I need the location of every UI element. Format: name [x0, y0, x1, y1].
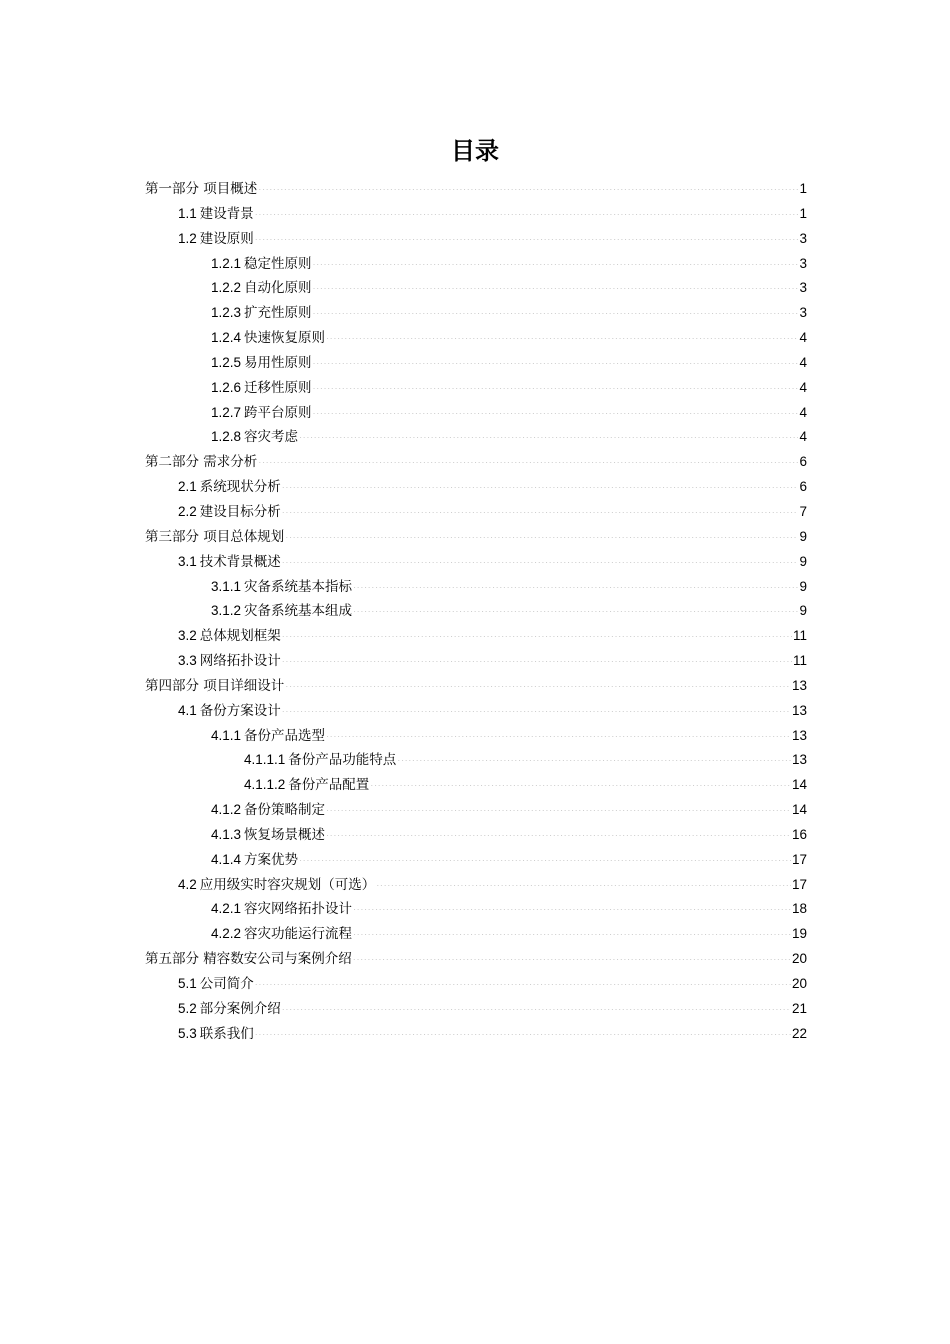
toc-entry-title: 系统现状分析 — [199, 479, 281, 496]
toc-entry-page-number: 18 — [791, 901, 807, 917]
toc-entry-title: 容灾功能运行流程 — [244, 926, 353, 943]
toc-dot-leader — [255, 971, 791, 985]
toc-entry-page-number: 16 — [791, 826, 807, 842]
toc-entry[interactable] — [145, 177, 807, 202]
toc-entry-number: 5.2 — [178, 1000, 197, 1016]
toc-entry[interactable] — [145, 525, 807, 550]
toc-entry-page-number: 14 — [791, 777, 807, 793]
toc-entry-title: 公司简介 — [199, 976, 254, 992]
toc-dot-leader — [313, 300, 799, 314]
toc-entry-page-number: 22 — [791, 1025, 807, 1041]
toc-entry[interactable] — [145, 475, 807, 500]
toc-entry[interactable] — [145, 624, 807, 649]
toc-entry-title: 第三部分 项目总体规划 — [145, 528, 285, 545]
toc-dot-leader — [370, 772, 791, 786]
toc-dot-leader — [258, 449, 798, 463]
toc-dot-leader — [282, 996, 791, 1010]
toc-entry-number: 4.1.2 — [211, 802, 242, 818]
toc-entry-number: 5.1 — [178, 976, 197, 991]
toc-entry[interactable] — [145, 450, 807, 475]
toc-dot-leader — [313, 400, 799, 414]
toc-entry-page-number: 3 — [799, 230, 807, 246]
toc-entry[interactable] — [145, 376, 807, 401]
toc-entry[interactable] — [145, 748, 807, 773]
toc-entry-number: 1.2.1 — [211, 255, 242, 271]
toc-dot-leader — [313, 251, 799, 265]
toc-entry-number: 1.2.2 — [211, 280, 242, 296]
toc-entry-page-number: 1 — [799, 205, 807, 221]
toc-dot-leader — [326, 822, 791, 836]
toc-entry[interactable] — [145, 326, 807, 351]
toc-entry-number: 4.2.2 — [211, 926, 242, 942]
toc-entry[interactable] — [145, 1022, 807, 1047]
toc-entry-number: 1.2.6 — [211, 379, 242, 395]
toc-dot-leader — [353, 574, 798, 588]
toc-entry-number: 4.1 — [178, 702, 197, 718]
toc-entry-number: 4.1.1 — [211, 727, 242, 743]
toc-entry-number: 4.2.1 — [211, 901, 242, 917]
toc-dot-leader — [313, 375, 799, 389]
toc-entry[interactable] — [145, 798, 807, 823]
toc-entry[interactable] — [145, 227, 807, 252]
toc-entry[interactable] — [145, 425, 807, 450]
toc-entry-number: 3.1 — [178, 553, 197, 569]
toc-entry-page-number: 21 — [791, 1000, 807, 1016]
toc-entry-title: 建设原则 — [199, 230, 254, 247]
toc-entry[interactable] — [145, 972, 807, 997]
toc-entry-number: 3.2 — [178, 628, 197, 644]
toc-entry-title: 备份产品功能特点 — [288, 752, 397, 769]
toc-entry-title: 扩充性原则 — [244, 305, 312, 322]
toc-entry-page-number: 20 — [791, 976, 807, 991]
toc-dot-leader — [258, 176, 798, 190]
toc-entry-number: 5.3 — [178, 1025, 197, 1041]
toc-dot-leader — [282, 698, 791, 712]
toc-dot-leader — [326, 797, 791, 811]
toc-dot-leader — [282, 648, 792, 662]
toc-entry[interactable] — [145, 997, 807, 1022]
toc-entry-number: 2.2 — [178, 503, 197, 519]
toc-entry[interactable] — [145, 401, 807, 426]
toc-entry-title: 第一部分 项目概述 — [145, 181, 258, 197]
toc-entry-title: 跨平台原则 — [244, 404, 312, 421]
toc-entry[interactable] — [145, 575, 807, 600]
toc-entry-title: 总体规划框架 — [199, 628, 281, 645]
toc-entry[interactable] — [145, 947, 807, 972]
toc-entry-title: 建设目标分析 — [199, 503, 281, 520]
toc-dot-leader — [313, 275, 799, 289]
toc-entry-title: 易用性原则 — [244, 354, 312, 371]
toc-entry-page-number: 4 — [799, 354, 807, 370]
toc-entry[interactable] — [145, 351, 807, 376]
toc-entry[interactable] — [145, 897, 807, 922]
toc-entry-page-number: 14 — [791, 802, 807, 818]
page-title: 目录 — [451, 137, 499, 165]
toc-entry-page-number: 13 — [791, 752, 807, 768]
toc-entry-title: 第二部分 需求分析 — [145, 454, 258, 471]
toc-entry-title: 灾备系统基本组成 — [244, 603, 353, 620]
toc-entry-title: 快速恢复原则 — [244, 330, 326, 347]
toc-entry-page-number: 6 — [799, 479, 807, 495]
toc-entry-page-number: 11 — [792, 628, 807, 644]
toc-dot-leader — [299, 847, 791, 861]
toc-entry-title: 稳定性原则 — [244, 255, 312, 272]
toc-entry-page-number: 13 — [791, 702, 807, 718]
toc-entry-title: 备份策略制定 — [244, 802, 326, 819]
toc-entry-page-number: 3 — [799, 305, 807, 321]
toc-entry-number: 2.1 — [178, 479, 197, 495]
toc-entry-title: 迁移性原则 — [244, 379, 312, 396]
toc-entry[interactable] — [145, 649, 807, 674]
toc-entry-title: 第四部分 项目详细设计 — [145, 677, 285, 694]
toc-entry-title: 恢复场景概述 — [244, 826, 326, 843]
toc-entry[interactable] — [145, 252, 807, 277]
toc-entry-number: 1.2.7 — [211, 404, 242, 420]
toc-entry-page-number: 9 — [799, 528, 807, 544]
toc-entry-number: 1.1 — [178, 205, 197, 221]
toc-entry-title: 容灾考虑 — [244, 429, 299, 446]
toc-entry-number: 4.1.3 — [211, 826, 242, 842]
toc-entry-page-number: 13 — [791, 677, 807, 693]
toc-entry-number: 1.2.5 — [211, 354, 242, 370]
toc-entry[interactable] — [145, 823, 807, 848]
toc-entry-page-number: 13 — [791, 727, 807, 743]
toc-entry-number: 1.2.4 — [211, 330, 242, 346]
toc-dot-leader — [326, 325, 798, 339]
toc-entry[interactable] — [145, 922, 807, 947]
toc-entry-title: 备份产品配置 — [288, 777, 370, 794]
toc-dot-leader — [282, 474, 799, 488]
toc-entry-title: 备份产品选型 — [244, 727, 326, 744]
toc-dot-leader — [313, 350, 799, 364]
toc-entry-title: 容灾网络拓扑设计 — [244, 901, 353, 918]
toc-entry-number: 4.1.1.1 — [244, 752, 286, 768]
toc-entry-page-number: 7 — [799, 503, 807, 519]
toc-dot-leader — [285, 673, 791, 687]
toc-entry-title: 方案优势 — [244, 851, 299, 868]
toc-entry-title: 建设背景 — [199, 205, 254, 222]
toc-dot-leader — [353, 896, 791, 910]
toc-entry[interactable] — [145, 500, 807, 525]
toc-entry-title: 联系我们 — [199, 1025, 254, 1042]
toc-entry-number: 3.1.2 — [211, 603, 242, 619]
table-of-contents — [145, 177, 807, 1047]
toc-entry[interactable] — [145, 724, 807, 749]
toc-entry-page-number: 17 — [791, 851, 807, 867]
toc-entry-number: 4.1.1.2 — [244, 777, 286, 793]
toc-entry-page-number: 6 — [799, 454, 807, 470]
toc-entry-page-number: 9 — [799, 578, 807, 594]
toc-entry-page-number: 9 — [799, 603, 807, 619]
toc-dot-leader — [397, 747, 791, 761]
toc-dot-leader — [285, 524, 798, 538]
toc-entry[interactable] — [145, 550, 807, 575]
toc-entry-number: 3.3 — [178, 653, 197, 669]
toc-entry-number: 3.1.1 — [211, 578, 242, 594]
toc-entry-title: 技术背景概述 — [199, 553, 281, 570]
toc-entry[interactable] — [145, 301, 807, 326]
toc-entry-title: 第五部分 精容数安公司与案例介绍 — [145, 951, 352, 968]
toc-entry[interactable] — [145, 202, 807, 227]
toc-entry[interactable] — [145, 848, 807, 873]
toc-dot-leader — [376, 872, 791, 886]
toc-dot-leader — [353, 921, 791, 935]
toc-entry-title: 备份方案设计 — [199, 702, 281, 719]
toc-entry-page-number: 4 — [799, 379, 807, 395]
toc-entry-page-number: 4 — [799, 330, 807, 346]
toc-entry-number: 1.2.3 — [211, 305, 242, 321]
toc-entry-page-number: 20 — [791, 951, 807, 967]
toc-entry[interactable] — [145, 599, 807, 624]
toc-entry-title: 应用级实时容灾规划（可选） — [199, 876, 376, 893]
toc-entry[interactable] — [145, 674, 807, 699]
toc-entry-page-number: 3 — [799, 280, 807, 296]
toc-dot-leader — [353, 946, 791, 960]
toc-entry-title: 自动化原则 — [244, 280, 312, 297]
toc-entry-number: 1.2 — [178, 230, 197, 246]
toc-entry-title: 灾备系统基本指标 — [244, 578, 353, 595]
toc-entry-page-number: 1 — [799, 181, 807, 196]
toc-dot-leader — [255, 1021, 791, 1035]
toc-entry-page-number: 19 — [791, 926, 807, 942]
toc-dot-leader — [299, 424, 798, 438]
toc-entry-page-number: 9 — [799, 553, 807, 569]
toc-entry[interactable] — [145, 276, 807, 301]
toc-dot-leader — [282, 623, 792, 637]
toc-dot-leader — [255, 201, 799, 215]
toc-entry-number: 4.2 — [178, 876, 197, 892]
toc-entry-page-number: 4 — [799, 429, 807, 445]
toc-entry-page-number: 4 — [799, 404, 807, 420]
toc-entry-page-number: 17 — [791, 876, 807, 892]
toc-dot-leader — [282, 499, 799, 513]
toc-entry-number: 1.2.8 — [211, 429, 242, 445]
toc-entry-title: 网络拓扑设计 — [199, 653, 281, 670]
toc-entry[interactable] — [145, 699, 807, 724]
toc-entry[interactable] — [145, 773, 807, 798]
toc-dot-leader — [353, 598, 798, 612]
toc-entry-page-number: 11 — [792, 653, 807, 669]
toc-dot-leader — [282, 549, 799, 563]
toc-dot-leader — [255, 226, 799, 240]
toc-entry-page-number: 3 — [799, 255, 807, 271]
toc-entry-title: 部分案例介绍 — [199, 1000, 281, 1017]
toc-entry[interactable] — [145, 873, 807, 898]
toc-dot-leader — [326, 723, 791, 737]
toc-entry-number: 4.1.4 — [211, 851, 242, 867]
